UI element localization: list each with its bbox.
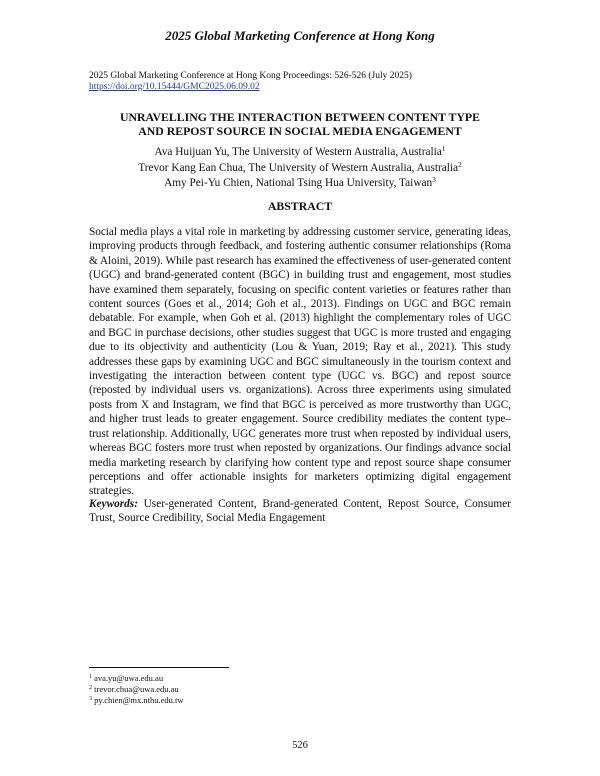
- keywords-label: Keywords:: [89, 498, 138, 510]
- footnote-mark: 2: [458, 159, 462, 169]
- author-line: Amy Pei-Yu Chien, National Tsing Hua University, Taiwan$^3$: [164, 175, 436, 189]
- doi-link[interactable]: https://doi.org/10.15444/GMC2025.06.09.02: [89, 82, 260, 92]
- abstract-heading: ABSTRACT: [267, 199, 333, 213]
- footnotes: [89, 673, 511, 706]
- footnote-item: $^2$ trevor.chua@uwa.edu.au: [89, 684, 179, 694]
- proceedings-citation: 2025 Global Marketing Conference at Hong Kong Proceedings: 526-526 (July 2025): [89, 71, 412, 81]
- footnote-item: $^1$ ava.yu@uwa.edu.au: [89, 673, 164, 683]
- footnote-item: $^3$ py.chien@mx.nthu.edu.tw: [89, 695, 184, 705]
- title-line-1: UNRAVELLING THE INTERACTION BETWEEN CONTENT TYPE: [119, 110, 480, 124]
- title-line-2: AND REPOST SOURCE IN SOCIAL MEDIA ENGAGEMENT: [138, 124, 462, 138]
- keywords-section: [89, 497, 511, 526]
- footnote-divider: [89, 667, 229, 668]
- abstract-body: Social media plays a vital role in marketing by addressing customer service, generating ideas, improving products through feedback, and fostering authentic consumer relationships (Roma & Aloini, 2019). While past research has examined the effectiveness of user-generated content (UGC) and brand-generated content (BGC) in building trust and engagement, most studies have examined them separately, focusing on specific content varieties or features rather than content sources (Goes et al., 2014; Goh et al., 2013). Findings on UGC and BGC remain debatable. For example, when Goh et al. (2013) highlight the complementary roles of UGC and BGC in purchase decisions, other studies suggest that UGC is more trusted and engaging due to its objectivity and authenticity (Lou & Yuan, 2019; Ray et al., 2021). This study addresses these gaps by examining UGC and BGC simultaneously in the tourism context and investigating the interaction between content type (UGC vs. BGC) and repost source (reposted by individual users vs. organizations). Across three experiments using simulated posts from X and Instagram, we find that BGC is perceived as more trustworthy than UGC, and higher trust leads to greater engagement. Source credibility mediates the content type–trust relationship. Additionally, UGC generates more trust when reposted by individual users, whereas BGC fosters more trust when reposted by organizations. Our findings advance social media marketing research by clarifying how content type and repost source shape consumer perceptions and offer actionable insights for marketers optimizing digital engagement strategies.: [89, 226, 511, 498]
- author-list: [89, 145, 511, 192]
- paper-title: [89, 110, 511, 138]
- running-head: 2025 Global Marketing Conference at Hong Kong: [165, 28, 435, 43]
- author-line: Trevor Kang Ean Chua, The University of Western Australia, Australia$^2$: [138, 159, 462, 174]
- footnote-mark: 3: [432, 175, 436, 184]
- keywords-list: User-generated Content, Brand-generated Content, Repost Source, Consumer Trust, Source Credibility, Social Media Engagement: [89, 498, 511, 525]
- footnote-mark: 1: [441, 144, 446, 153]
- author-line: Ava Huijuan Yu, The University of Western Australia, Australia$^1$: [154, 144, 446, 158]
- page-number: 526: [292, 740, 308, 751]
